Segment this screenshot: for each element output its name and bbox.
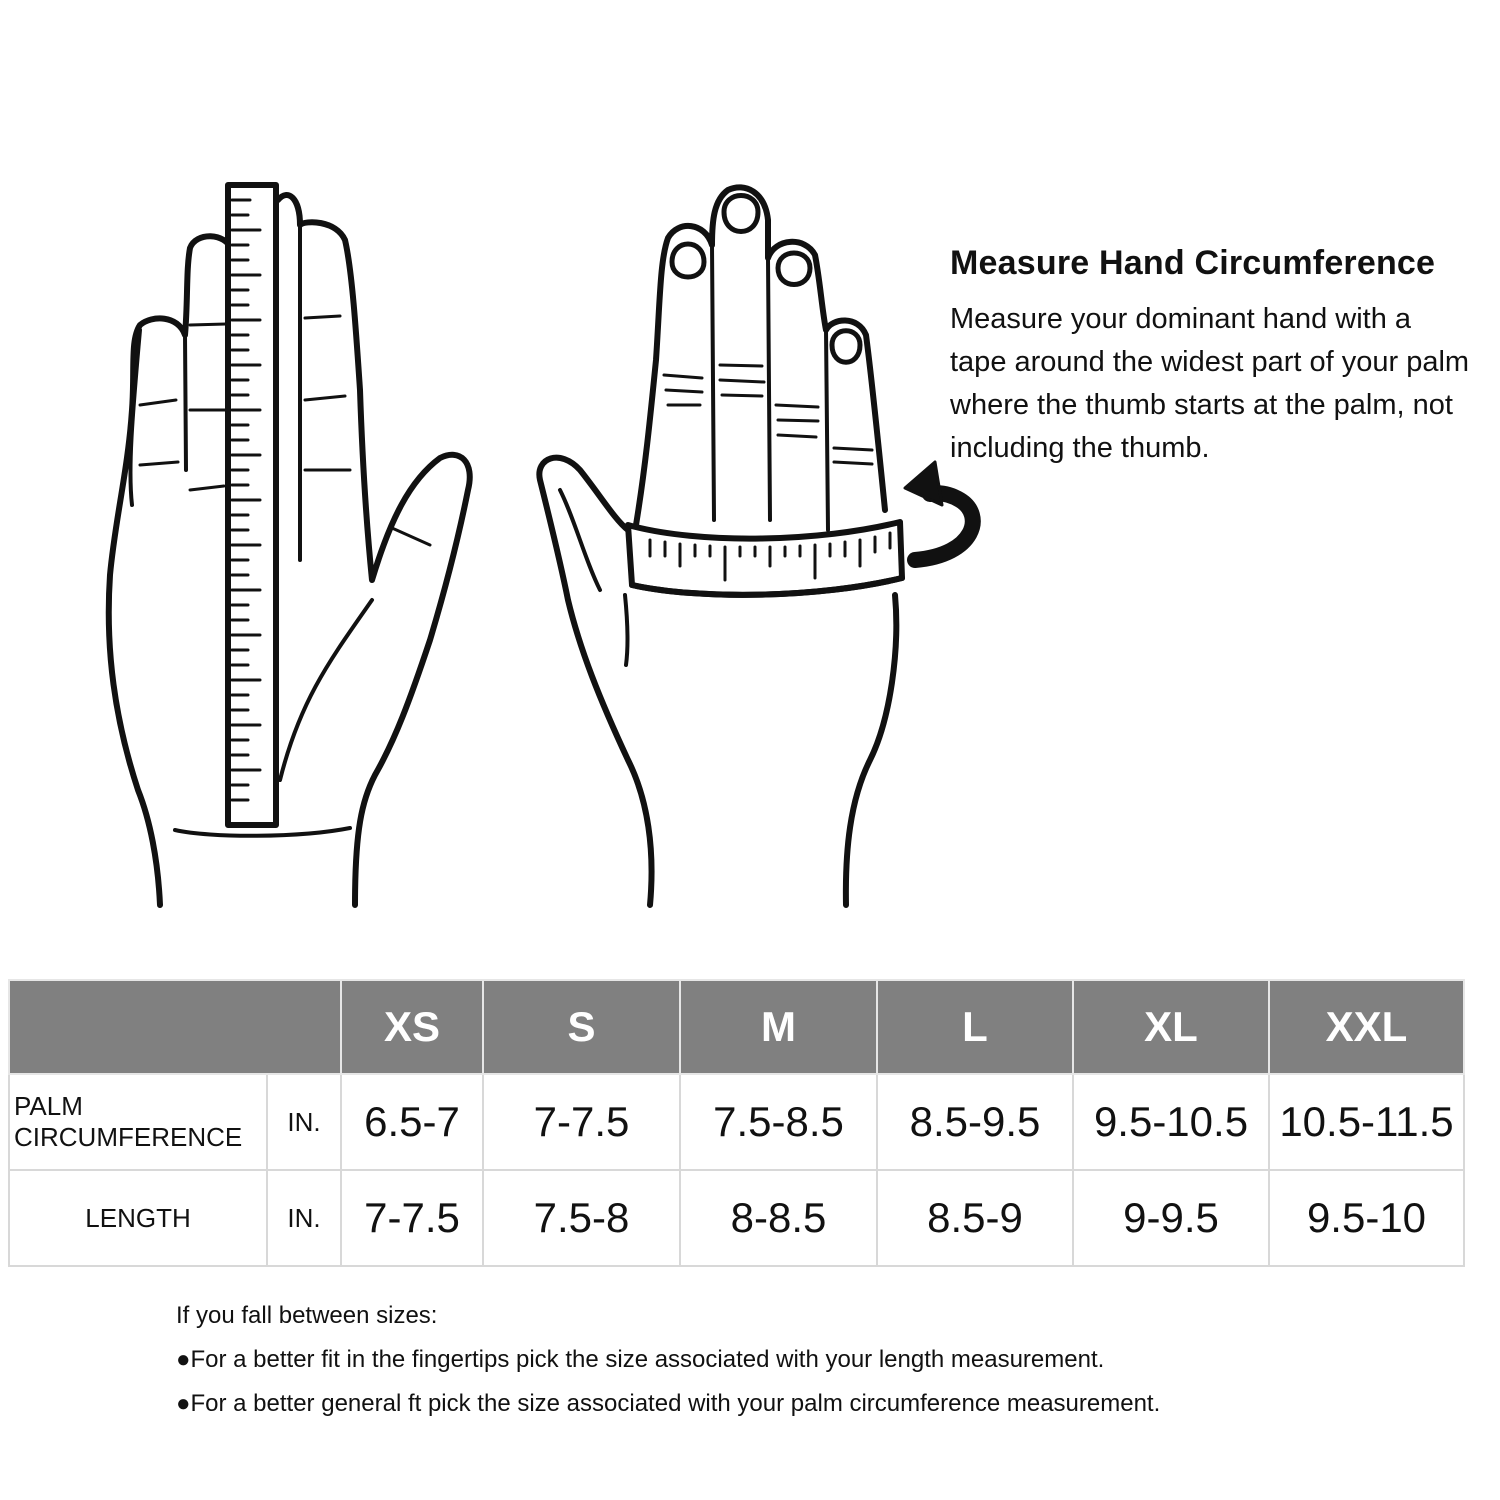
unit-cell: IN. [267,1074,341,1170]
size-header-xs: XS [341,980,483,1074]
heading-measure-hand-circumference: Measure Hand Circumference [950,244,1436,282]
value-cell: 9-9.5 [1073,1170,1269,1266]
right-hand-drawing [539,187,902,905]
palm-circumference-label [9,1074,267,1170]
size-header-s: S [483,980,680,1074]
table-row [9,1074,1464,1170]
size-header-l: L [877,980,1073,1074]
value-cell: 6.5-7 [341,1074,483,1170]
size-chart-table [8,979,1465,1267]
value-cell: 9.5-10.5 [1073,1074,1269,1170]
value-cell: 8-8.5 [680,1170,877,1266]
ruler-icon [228,185,276,825]
value-cell: 8.5-9.5 [877,1074,1073,1170]
note-item: ●For a better general ft pick the size associated with your palm circumference measurement. [176,1390,1161,1417]
value-cell: 7.5-8 [483,1170,680,1266]
value-cell: 7-7.5 [483,1074,680,1170]
size-header-row [9,980,1464,1074]
curved-arrow-icon [905,462,973,560]
left-hand-drawing [109,185,470,905]
value-cell: 7-7.5 [341,1170,483,1266]
value-cell: 10.5-11.5 [1269,1074,1464,1170]
size-header-m: M [680,980,877,1074]
sizing-notes [176,1298,1160,1430]
value-cell: 9.5-10 [1269,1170,1464,1266]
value-cell: 7.5-8.5 [680,1074,877,1170]
measurement-instructions: Measure your dominant hand with a tape around the widest part of your palm where the thumb starts at the palm, not including the thumb. [950,303,1470,464]
table-row [9,1170,1464,1266]
notes-intro: If you fall between sizes: [176,1302,438,1329]
measuring-tape-icon [628,522,902,595]
size-header-xl: XL [1073,980,1269,1074]
length-label: LENGTH [9,1170,267,1266]
header-blank-cell [9,980,341,1074]
label-line-2: CIRCUMFERENCE [14,1122,243,1152]
unit-cell: IN. [267,1170,341,1266]
label-line-1: PALM [14,1091,83,1121]
size-header-xxl: XXL [1269,980,1464,1074]
value-cell: 8.5-9 [877,1170,1073,1266]
note-item: ●For a better fit in the fingertips pick the size associated with your length measurement. [176,1346,1105,1373]
